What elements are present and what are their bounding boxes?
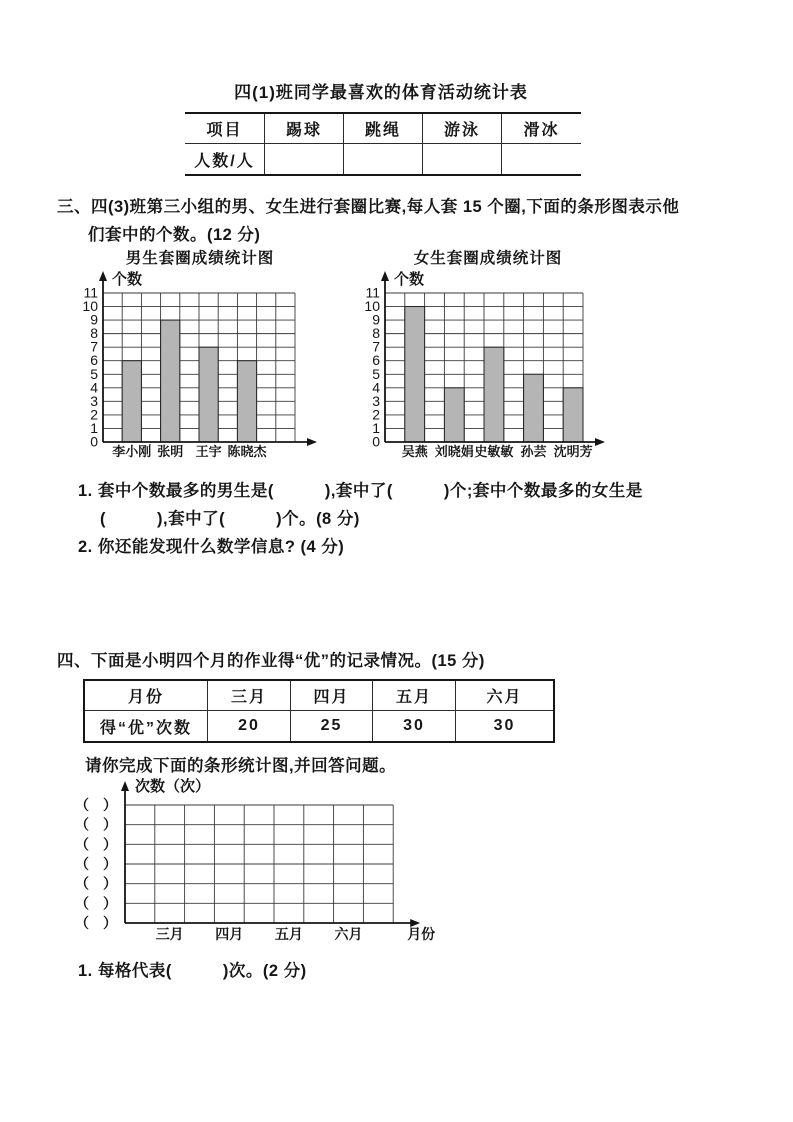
value-cell: 30 — [456, 711, 555, 743]
y-tick-label: 6 — [90, 352, 98, 369]
y-tick-label: 2 — [90, 406, 98, 423]
y-tick-label: 8 — [372, 325, 380, 342]
header-cell: 六月 — [456, 680, 555, 711]
bar — [199, 347, 218, 442]
boys-chart-title: 男生套圈成绩统计图 — [125, 250, 275, 267]
months-table — [83, 679, 555, 743]
y-axis-title: 个数 — [112, 271, 143, 288]
activity-table — [185, 112, 581, 176]
category-label: 史敏敏 — [474, 443, 514, 459]
value-cell: 30 — [373, 711, 456, 743]
y-tick-label: 11 — [83, 284, 98, 301]
y-tick-label: 0 — [90, 433, 98, 450]
category-label: 刘晓娟 — [434, 443, 474, 459]
question3-line2: 们套中的个数。(12 分) — [88, 226, 261, 244]
y-axis-title: 个数 — [394, 271, 425, 288]
question4-instruction: 请你完成下面的条形统计图,并回答问题。 — [85, 757, 397, 775]
category-label: 六月 — [334, 926, 363, 943]
y-tick-label: 2 — [372, 406, 380, 423]
y-tick-blank: （ ） — [75, 915, 117, 932]
row-label-cell: 得“优”次数 — [84, 711, 208, 743]
y-tick-label: 0 — [372, 433, 380, 450]
header-cell: 月份 — [84, 680, 208, 711]
value-cell: 25 — [291, 711, 373, 743]
bar — [161, 320, 180, 442]
y-tick-label: 4 — [90, 379, 98, 396]
row-label-cell: 人数/人 — [185, 144, 265, 176]
right-arrow-icon — [307, 438, 317, 446]
table-row — [185, 113, 581, 144]
header-cell: 四月 — [291, 680, 373, 711]
header-cell: 踢球 — [265, 113, 344, 144]
y-tick-label: 1 — [372, 419, 380, 436]
y-tick-label: 11 — [365, 284, 380, 301]
boys-bar-chart — [75, 263, 325, 475]
y-axis-title: 次数（次） — [135, 778, 211, 795]
category-label: 四月 — [215, 926, 244, 943]
y-tick-label: 1 — [90, 419, 98, 436]
table-row — [84, 680, 554, 711]
category-label: 吴燕 — [401, 443, 428, 459]
y-tick-label: 8 — [90, 325, 98, 342]
header-cell: 项目 — [185, 113, 265, 144]
y-tick-blank: （ ） — [75, 836, 117, 853]
girls-bar-chart — [357, 263, 622, 475]
y-tick-blank: （ ） — [75, 797, 117, 813]
category-label: 张明 — [157, 443, 184, 459]
question1-line1: 1. 套中个数最多的男生是( ),套中了( )个;套中个数最多的女生是 — [78, 482, 643, 500]
category-label: 李小刚 — [112, 443, 152, 459]
empty-answer-cell — [502, 144, 582, 176]
bar — [563, 388, 583, 442]
y-tick-label: 9 — [372, 311, 380, 328]
bar — [405, 307, 425, 442]
category-label: 王宇 — [195, 443, 222, 459]
y-tick-label: 9 — [90, 311, 98, 328]
question4-heading: 四、下面是小明四个月的作业得“优”的记录情况。(15 分) — [57, 652, 485, 670]
y-tick-label: 7 — [372, 338, 380, 355]
y-tick-blank: （ ） — [75, 895, 117, 912]
category-label: 三月 — [155, 926, 184, 943]
bar — [237, 361, 256, 442]
y-tick-blank: （ ） — [75, 816, 117, 833]
bar — [524, 374, 544, 442]
x-axis-title: 月份 — [407, 926, 436, 943]
y-tick-label: 5 — [372, 365, 380, 382]
question3-line1: 三、四(3)班第三小组的男、女生进行套圈比赛,每人套 15 个圈,下面的条形图表示他 — [57, 198, 680, 216]
header-cell: 五月 — [373, 680, 456, 711]
empty-answer-cell — [423, 144, 502, 176]
y-tick-label: 10 — [82, 298, 98, 315]
up-arrow-icon — [99, 271, 107, 281]
table-row — [84, 711, 554, 743]
y-tick-blank: （ ） — [75, 875, 117, 892]
empty-answer-cell — [265, 144, 344, 176]
right-arrow-icon — [595, 438, 605, 446]
category-label: 沈明芳 — [553, 443, 593, 459]
empty-answer-cell — [344, 144, 423, 176]
bar — [444, 388, 464, 442]
category-label: 陈晓杰 — [227, 443, 267, 459]
bar — [484, 347, 504, 442]
empty-bar-chart-grid — [60, 773, 440, 955]
y-tick-label: 3 — [90, 392, 98, 409]
header-cell: 滑冰 — [502, 113, 582, 144]
question1-line2: ( ),套中了( )个。(8 分) — [100, 510, 360, 528]
y-tick-label: 4 — [372, 379, 380, 396]
bar — [122, 361, 141, 442]
header-cell: 游泳 — [423, 113, 502, 144]
header-cell: 三月 — [208, 680, 291, 711]
up-arrow-icon — [381, 271, 389, 281]
girls-chart-title: 女生套圈成绩统计图 — [413, 250, 563, 267]
y-tick-blank: （ ） — [75, 856, 117, 873]
y-tick-label: 10 — [364, 298, 380, 315]
category-label: 孙芸 — [520, 443, 547, 459]
table-row — [185, 144, 581, 176]
value-cell: 20 — [208, 711, 291, 743]
y-tick-label: 7 — [90, 338, 98, 355]
question4-sub1: 1. 每格代表( )次。(2 分) — [78, 962, 307, 980]
y-tick-label: 6 — [372, 352, 380, 369]
up-arrow-icon — [121, 781, 129, 791]
category-label: 五月 — [274, 926, 303, 943]
activity-table-title: 四(1)班同学最喜欢的体育活动统计表 — [234, 83, 528, 102]
header-cell: 跳绳 — [344, 113, 423, 144]
question2: 2. 你还能发现什么数学信息? (4 分) — [78, 538, 345, 556]
y-tick-label: 5 — [90, 365, 98, 382]
y-tick-label: 3 — [372, 392, 380, 409]
